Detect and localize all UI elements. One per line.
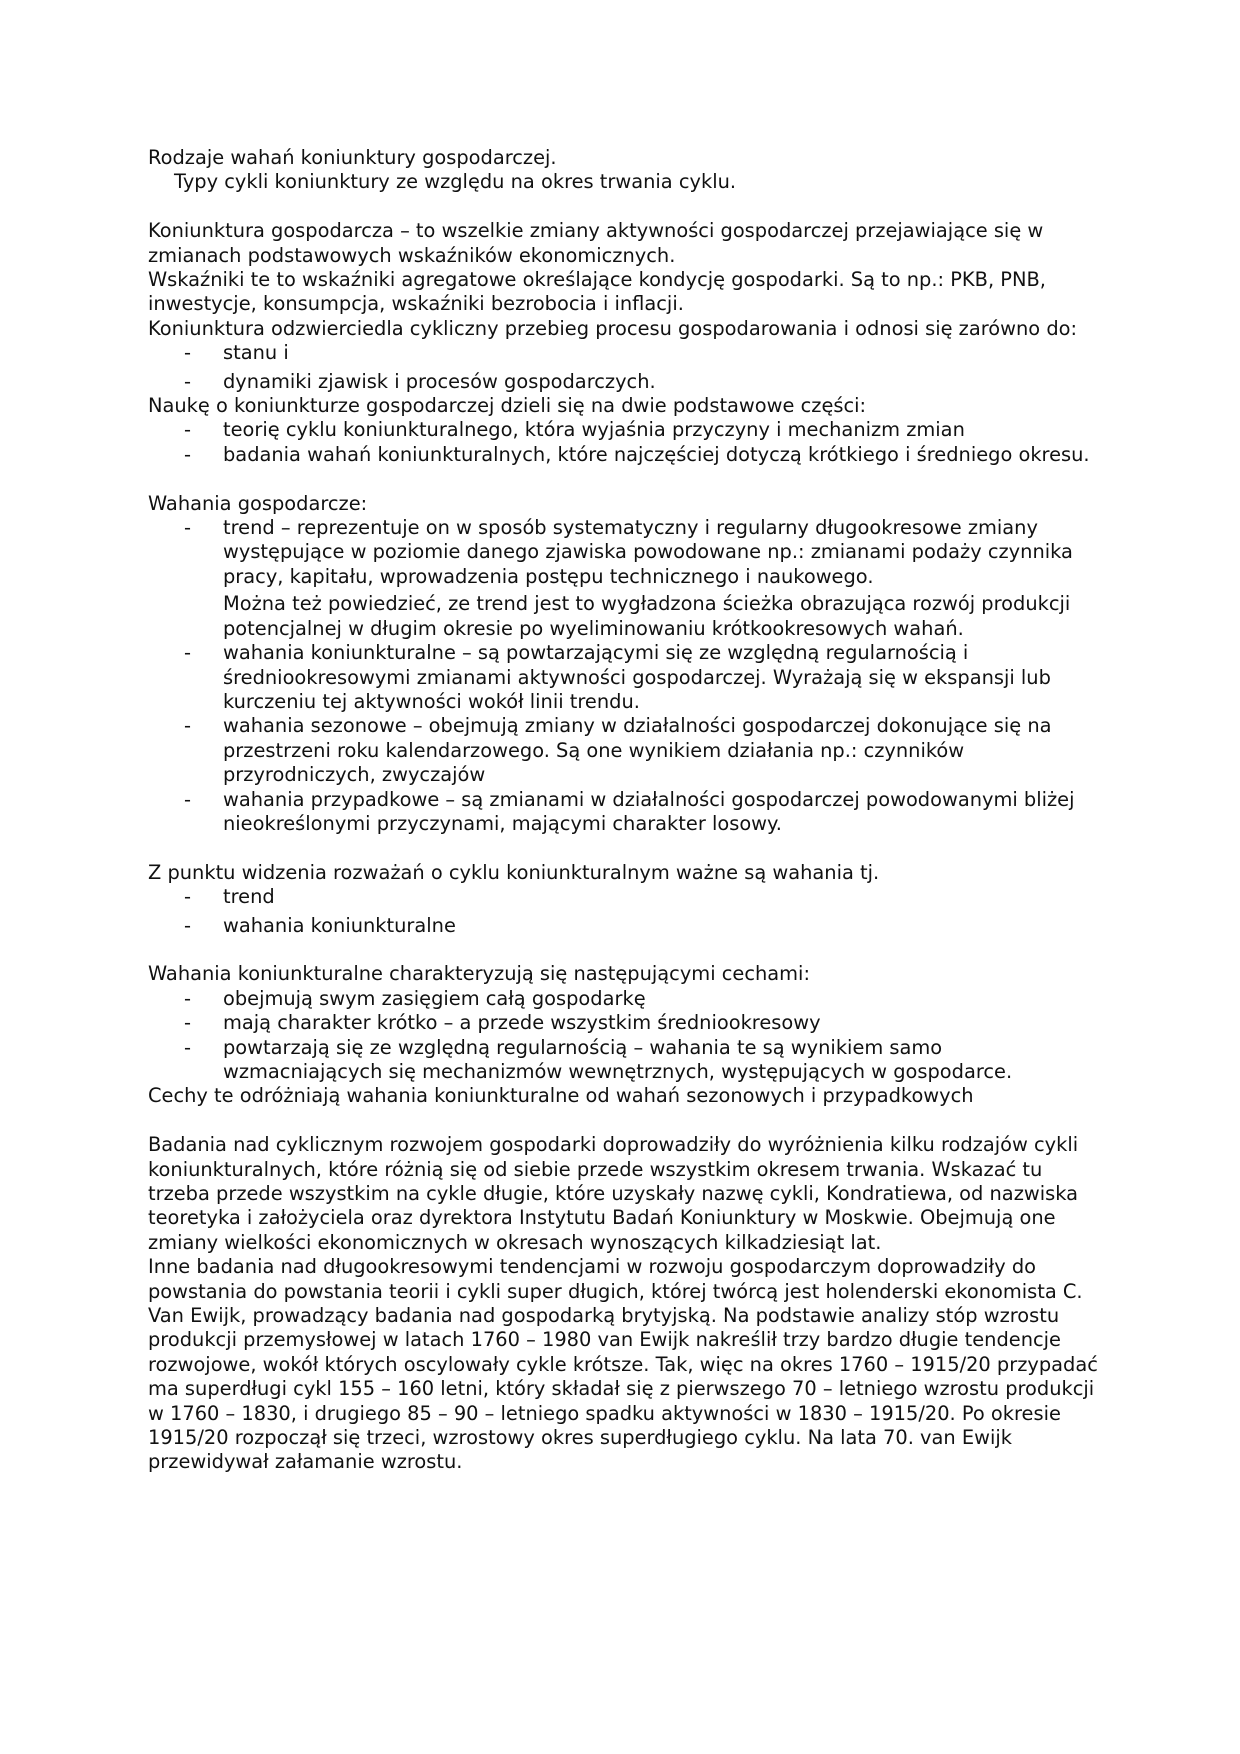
section-heading-features: Wahania koniunkturalne charakteryzują się następującymi cechami: [148, 962, 810, 986]
dash-bullet: - [184, 369, 191, 393]
document-page [148, 146, 1105, 1475]
spacer [148, 938, 1098, 962]
dash-bullet: - [184, 1035, 191, 1059]
list-item: - trend – reprezentuje on w sposób systematyczny i regularny długookresowe zmiany występujące w poziomie danego zjawiska powodowane np.: zmianami podaży czynnika pracy, kapitału, wprowadzenia postępu technicznego i naukowego. Można też powiedzieć, ze trend jest to wygładzona ścieżka obrazująca rozwój produkcji potencjalnej w długim okresie po wyeliminowaniu krótkookresowych wahań. [148, 516, 1098, 641]
list-item: - wahania koniunkturalne – są powtarzającymi się ze względną regularnością i średniookresowymi zmianami aktywności gospodarczej. Wyrażają się w ekspansji lub kurczeniu tej aktywności wokół linii trendu. [184, 641, 1051, 713]
dash-bullet: - [184, 787, 191, 811]
dash-bullet: - [184, 1011, 191, 1035]
dash-bullet: - [184, 442, 191, 466]
paragraph-features-closing: Cechy te odróżniają wahania koniunkturalne od wahań sezonowych i przypadkowych [148, 1084, 974, 1108]
dash-bullet: - [184, 913, 191, 937]
dash-bullet: - [184, 341, 191, 365]
dash-bullet: - [184, 641, 191, 665]
list-item: - badania wahań koniunkturalnych, które najczęściej dotyczą krótkiego i średniego okresu. [184, 442, 1090, 466]
list-parts [148, 418, 1098, 467]
list-important [148, 885, 1098, 938]
paragraph-research-van-ewijk: Inne badania nad długookresowymi tendencjami w rozwoju gospodarczym doprowadziły do powstania do powstania teorii i cykli super długich, której twórcą jest holenderski ekonomista C. Van Ewijk, prowadzący badania nad gospodarką brytyjską. Na podstawie analizy stóp wzrostu produkcji przemysłowej w latach 1760 – 1980 van Ewijk nakreślił trzy bardzo długie tendencje rozwojowe, wokół których oscylowały cykle krótsze. Tak, więc na okres 1760 – 1915/20 przypadać ma superdługi cykl 155 – 160 letni, który składał się z pierwszego 70 – letniego wzrostu produkcji w 1760 – 1830, i drugiego 85 – 90 – letniego spadku aktywności w 1830 – 1915/20. Po okresie 1915/20 rozpoczął się trzeci, wzrostowy okres superdługiego cyklu. Na lata 70. van Ewijk przewidywał załamanie wzrostu. [148, 1255, 1105, 1474]
list-item: - mają charakter krótko – a przede wszystkim średniookresowy [184, 1011, 821, 1035]
spacer [148, 195, 1098, 219]
list-scope [148, 341, 1098, 394]
dash-bullet: - [184, 714, 191, 738]
paragraph-parts: Naukę o koniunkturze gospodarczej dzieli się na dwie podstawowe części: [148, 394, 867, 418]
dash-bullet: - [184, 986, 191, 1010]
spacer [148, 467, 1098, 491]
list-item: - wahania sezonowe – obejmują zmiany w działalności gospodarczej dokonujące się na przestrzeni roku kalendarzowego. Są one wynikiem działania np.: czynników przyrodniczych, zwyczajów [184, 714, 1052, 787]
dash-bullet: - [184, 418, 191, 442]
dash-bullet: - [184, 516, 191, 540]
document-subtitle: Typy cykli koniunktury ze względu na okres trwania cyklu. [174, 170, 737, 194]
list-item: - powtarzają się ze względną regularnością – wahania te są wynikiem samo wzmacniających się mechanizmów wewnętrznych, występujących w gospodarce. [184, 1035, 1013, 1083]
list-item: - stanu i [184, 341, 289, 365]
section-heading-fluctuations: Wahania gospodarcze: [148, 491, 368, 515]
document-title: Rodzaje wahań koniunktury gospodarczej. [148, 146, 557, 169]
list-item: - teorię cyklu koniunkturalnego, która wyjaśnia przyczyny i mechanizm zmian [184, 418, 965, 442]
list-item: - wahania przypadkowe – są zmianami w działalności gospodarczej powodowanymi bliżej nieokreślonymi przyczynami, mającymi charakter losowy. [184, 787, 1075, 835]
dash-bullet: - [184, 885, 191, 909]
paragraph-research-kondratiev: Badania nad cyklicznym rozwojem gospodarki doprowadziły do wyróżnienia kilku rodzajów cykli koniunkturalnych, które różnią się od siebie przede wszystkim okresem trwania. Wskazać tu trzeba przede wszystkim na cykle długie, które uzyskały nazwę cykli, Kondratiewa, od nazwiska teoretyka i założyciela oraz dyrektora Instytutu Badań Koniunktury w Moskwie. Obejmują one zmiany wielkości ekonomicznych w okresach wynoszących kilkadziesiąt lat. [148, 1133, 1085, 1254]
list-features [148, 987, 1098, 1085]
section-heading-important: Z punktu widzenia rozważań o cyklu koniunkturalnym ważne są wahania tj. [148, 860, 880, 884]
list-item: - wahania koniunkturalne [184, 913, 456, 937]
spacer [148, 1109, 1098, 1133]
list-fluctuation-types [148, 516, 1098, 836]
paragraph-definition: Koniunktura gospodarcza – to wszelkie zmiany aktywności gospodarczej przejawiające się w zmianach podstawowych wskaźników ekonomicznych. [148, 219, 1050, 267]
list-item: - trend [184, 885, 275, 909]
paragraph-reflects: Koniunktura odzwierciedla cykliczny przebieg procesu gospodarowania i odnosi się zarówno do: [148, 316, 1078, 340]
list-item-continuation: Można też powiedzieć, ze trend jest to wygładzona ścieżka obrazująca rozwój produkcji potencjalnej w długim okresie po wyeliminowaniu krótkookresowych wahań. [223, 592, 1071, 640]
spacer [148, 836, 1098, 860]
list-item: - dynamiki zjawisk i procesów gospodarczych. [184, 369, 656, 393]
list-item: - obejmują swym zasięgiem całą gospodarkę [184, 986, 646, 1010]
paragraph-indicators: Wskaźniki te to wskaźniki agregatowe określające kondycję gospodarki. Są to np.: PKB, PNB, inwestycje, konsumpcja, wskaźniki bezrobocia i inflacji. [148, 268, 1053, 316]
